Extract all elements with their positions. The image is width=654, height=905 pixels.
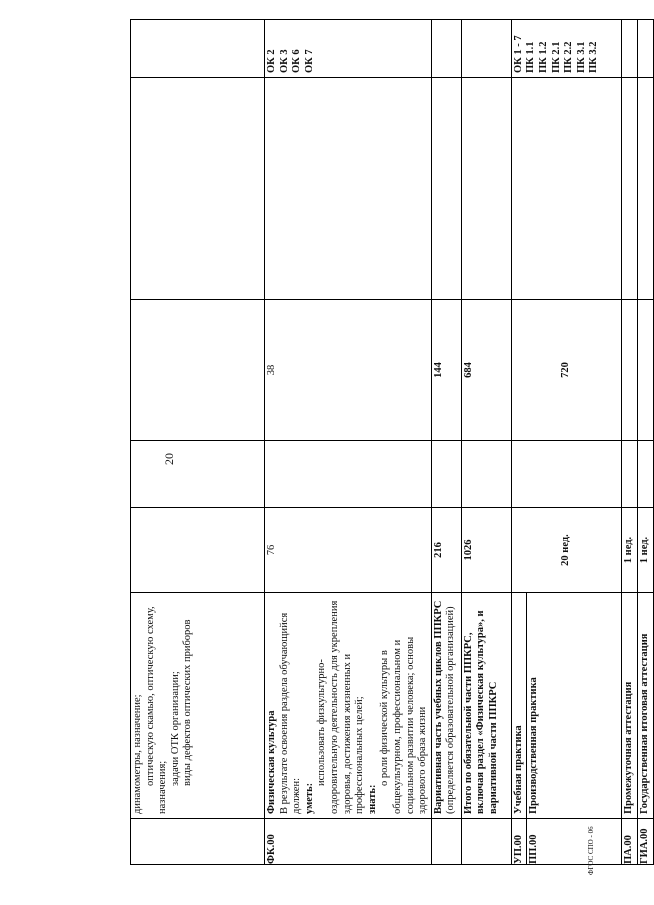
variative-title: Вариативная часть учебных циклов ППКРС xyxy=(432,600,444,814)
table-row-total xyxy=(461,20,511,865)
pp-title: Производственная практика xyxy=(527,593,622,819)
content-line: виды дефектов оптических приборов xyxy=(182,619,194,786)
total-title: Итого по обязательной части ППКРС, включая раздел «Физическая культура», и вариативной части ППКРС xyxy=(461,593,511,819)
content-cell xyxy=(131,593,265,819)
umet-label: уметь: xyxy=(303,782,315,814)
table-row-pa xyxy=(622,20,638,865)
up-title: Учебная практика xyxy=(511,593,527,819)
page-number: 20 xyxy=(162,453,176,465)
section-title: Физическая культура xyxy=(266,710,277,814)
znat-label: знать: xyxy=(366,784,378,814)
practice-hours-cell: 720 xyxy=(511,300,622,441)
code-cell: ПА.00 xyxy=(622,819,638,865)
curriculum-table xyxy=(130,19,654,865)
class-hours-cell: 144 xyxy=(431,300,461,441)
content-line: оптическую скамью, оптическую схему, xyxy=(144,606,156,786)
gia-title: Государственная итоговая аттестация xyxy=(637,593,653,819)
code-cell: УП.00 xyxy=(511,819,527,865)
pa-duration-cell: 1 нед. xyxy=(622,508,638,593)
variative-note: (определяется образовательной организацией) xyxy=(445,606,457,814)
competency: ПК 2.2 xyxy=(563,41,575,73)
competencies-cell xyxy=(265,20,432,78)
competency: ПК 2.1 xyxy=(550,41,562,73)
competency: ОК 1 - 7 xyxy=(512,35,524,73)
competency: ОК 7 xyxy=(303,49,315,73)
competency: ПК 1.1 xyxy=(525,41,537,73)
competency: ПК 1.2 xyxy=(537,41,549,73)
code-cell: ГИА.00 xyxy=(637,819,653,865)
competencies-cell xyxy=(511,20,622,78)
code-cell: ФК.00 xyxy=(265,819,432,865)
class-hours-cell: 684 xyxy=(461,300,511,441)
section-intro: В результате освоения раздела обучающийся должен: xyxy=(278,612,303,814)
competency: ОК 6 xyxy=(291,49,303,73)
content-line: назначения; xyxy=(157,760,169,814)
competency: ПК 3.1 xyxy=(575,41,587,73)
umet-text: использовать физкультурно-оздоровительную деятельность для укрепления здоровья, достижения жизненных и профессиональных целей; xyxy=(316,600,366,814)
content-line: динамометры, назначение; xyxy=(132,694,143,814)
table-row-variative xyxy=(431,20,461,865)
code-cell: ПП.00 xyxy=(527,819,622,865)
content-line: задачи ОТК организации; xyxy=(169,671,181,786)
class-hours-cell: 38 xyxy=(265,300,432,441)
footer-text: ФГОС СПО - 06 xyxy=(587,826,595,875)
znat-text: о роли физической культуры в общекультурном, профессиональном и социальном развитии человека; основы здорового образа жизни xyxy=(379,636,429,814)
competency: ПК 3.2 xyxy=(588,41,600,73)
max-load-cell: 1026 xyxy=(461,508,511,593)
content-cell xyxy=(431,593,461,819)
max-load-cell: 216 xyxy=(431,508,461,593)
code-cell xyxy=(131,819,265,865)
max-load-cell: 76 xyxy=(265,508,432,593)
table-row-gia xyxy=(637,20,653,865)
table-row-up xyxy=(511,20,527,865)
gia-duration-cell: 1 нед. xyxy=(637,508,653,593)
practice-duration-cell: 20 нед. xyxy=(511,508,622,593)
competency: ОК 2 xyxy=(266,49,277,73)
table-row-continuation xyxy=(131,20,265,865)
pa-title: Промежуточная аттестация xyxy=(622,593,638,819)
table-row-fk xyxy=(265,20,432,865)
competency: ОК 3 xyxy=(278,49,290,73)
content-cell xyxy=(265,593,432,819)
